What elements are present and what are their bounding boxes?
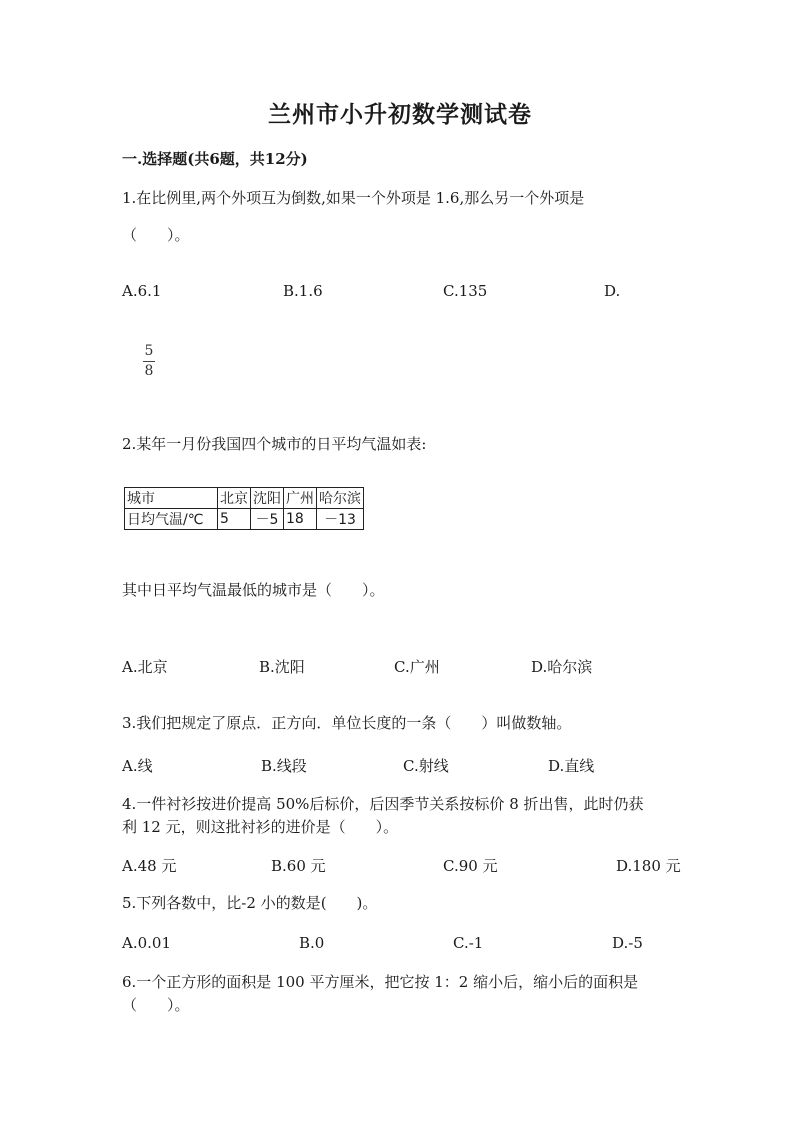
table-header-cell: 哈尔滨 (317, 488, 364, 509)
question-4-option-c: C.90 元 (443, 857, 498, 875)
fraction-numerator: 5 (144, 343, 154, 359)
question-3-option-d: D.直线 (548, 757, 595, 775)
table-row (125, 509, 364, 530)
table-header-cell: 北京 (218, 488, 251, 509)
question-4-text: 4.一件衬衫按进价提高 50%后标价，后因季节关系按标价 8 折出售，此时仍获 (122, 795, 644, 813)
question-2-option-c: C.广州 (394, 658, 440, 676)
table-header-row (125, 488, 364, 509)
table-cell: 5 (218, 509, 251, 530)
fraction-bar (143, 361, 155, 362)
question-4-option-d: D.180 元 (616, 857, 681, 875)
question-4-text-continued: 利 12 元，则这批衬衫的进价是（ ）。 (122, 818, 399, 836)
question-5-option-d: D.-5 (612, 934, 643, 952)
question-2-prompt: 其中日平均气温最低的城市是（ ）。 (122, 581, 385, 599)
question-1-blank: （ ）。 (122, 226, 190, 244)
question-3-option-a: A.线 (122, 757, 153, 775)
question-5-option-c: C.-1 (453, 934, 484, 952)
temperature-table (124, 487, 364, 530)
question-2-option-a: A.北京 (122, 658, 168, 676)
question-6-text: 6.一个正方形的面积是 100 平方厘米，把它按 1：2 缩小后，缩小后的面积是 (122, 973, 639, 991)
question-2-text: 2.某年一月份我国四个城市的日平均气温如表: (122, 435, 427, 453)
table-header-cell: 广州 (284, 488, 317, 509)
table-header-cell: 城市 (125, 488, 218, 509)
question-2-option-d: D.哈尔滨 (531, 658, 593, 676)
question-4-option-a: A.48 元 (122, 857, 177, 875)
question-1-fraction (143, 344, 155, 379)
table-cell: 日均气温/℃ (125, 509, 218, 530)
question-1-option-a: A.6.1 (122, 282, 162, 300)
question-5-option-b: B.0 (299, 934, 325, 952)
table-header-cell: 沈阳 (251, 488, 284, 509)
question-1-option-b: B.1.6 (283, 282, 323, 300)
question-3-option-c: C.射线 (403, 757, 449, 775)
question-5-option-a: A.0.01 (122, 934, 171, 952)
fraction-denominator: 8 (144, 363, 154, 379)
question-1-option-d: D. (604, 282, 621, 300)
question-1-text: 1.在比例里,两个外项互为倒数,如果一个外项是 1.6,那么另一个外项是 (122, 189, 585, 207)
table-cell: 18 (284, 509, 317, 530)
table-cell: －5 (251, 509, 284, 530)
table-cell: －13 (317, 509, 364, 530)
question-5-text: 5.下列各数中，比-2 小的数是( )。 (122, 894, 378, 912)
question-1-option-c: C.135 (443, 282, 488, 300)
page-title: 兰州市小升初数学测试卷 (268, 101, 532, 128)
question-4-option-b: B.60 元 (271, 857, 326, 875)
question-3-text: 3.我们把规定了原点．正方向．单位长度的一条（ ）叫做数轴。 (122, 714, 572, 732)
question-2-option-b: B.沈阳 (259, 658, 305, 676)
section-heading: 一.选择题(共6题，共12分) (122, 150, 308, 168)
question-3-option-b: B.线段 (261, 757, 307, 775)
question-6-blank: （ ）。 (122, 996, 190, 1014)
